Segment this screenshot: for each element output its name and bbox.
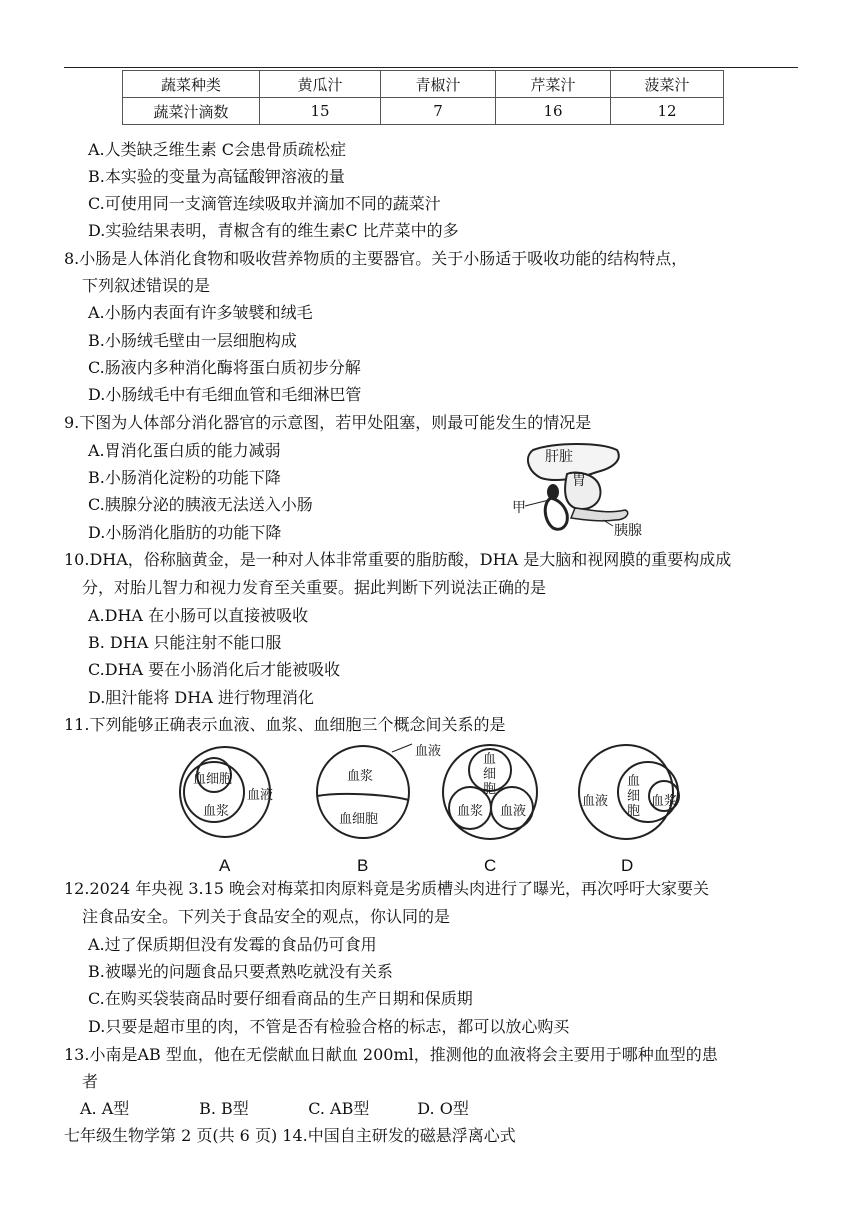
q10-stem: 10.DHA，俗称脑黄金，是一种对人体非常重要的脂肪酸，DHA 是大脑和视网膜的重要构成成 — [64, 550, 732, 569]
q8-option-a: A.小肠内表面有许多皱襞和绒毛 — [88, 303, 313, 322]
page-footer: 七年级生物学第 2 页(共 6 页) 14.中国自主研发的磁悬浮离心式 — [64, 1126, 516, 1145]
d-cell-label-2: 细 — [627, 789, 641, 804]
q10-option-c: C.DHA 要在小肠消化后才能被吸收 — [88, 660, 341, 679]
a-blood-label: 血液 — [247, 788, 274, 803]
q13-stem: 13.小南是AB 型血，他在无偿献血日献血 200ml，推测他的血液将会主要用于哪种血型的患 — [64, 1045, 718, 1064]
pancreas-shape — [571, 508, 628, 521]
q13-option-b: B. B型 — [199, 1099, 249, 1118]
table-cell: 16 — [496, 98, 611, 125]
b-blood-label: 血液 — [415, 744, 442, 759]
q9-stem: 9.下图为人体部分消化器官的示意图，若甲处阻塞，则最可能发生的情况是 — [64, 413, 592, 432]
q7-option-b: B.本实验的变量为高锰酸钾溶液的量 — [88, 167, 345, 186]
q12-option-c: C.在购买袋装商品时要仔细看商品的生产日期和保质期 — [88, 989, 473, 1008]
q9-option-a: A.胃消化蛋白质的能力减弱 — [88, 441, 281, 460]
q9-option-d: D.小肠消化脂肪的功能下降 — [88, 523, 282, 542]
a-plasma-label: 血浆 — [203, 804, 230, 819]
c-cell-label-1: 血 — [483, 752, 497, 767]
q12-option-b: B.被曝光的问题食品只要煮熟吃就没有关系 — [88, 962, 393, 981]
figure-letter-d: D — [621, 856, 634, 875]
q13-option-c: C. AB型 — [308, 1099, 370, 1118]
q8-stem: 8.小肠是人体消化食物和吸收营养物质的主要器官。关于小肠适于吸收功能的结构特点， — [64, 249, 688, 268]
c-cell-label-2: 细 — [483, 767, 497, 782]
pancreas-label: 胰腺 — [614, 523, 642, 539]
duodenum-shape — [545, 498, 567, 529]
q11-stem: 11.下列能够正确表示血液、血浆、血细胞三个概念间关系的是 — [64, 715, 506, 734]
d-plasma-label: 血浆 — [651, 794, 678, 809]
gallbladder-shape — [547, 484, 559, 500]
table-cell: 黄瓜汁 — [260, 71, 381, 98]
q12-stem: 12.2024 年央视 3.15 晚会对梅菜扣肉原料竟是劣质槽头肉进行了曝光，再次呼吁大家要关 — [64, 879, 710, 898]
table-cell: 15 — [260, 98, 381, 125]
q10-option-d: D.胆汁能将 DHA 进行物理消化 — [88, 688, 314, 707]
jia-label: 甲 — [512, 500, 526, 516]
q12-option-a: A.过了保质期但没有发霉的食品仍可食用 — [88, 935, 377, 954]
q10-option-a: A.DHA 在小肠可以直接被吸收 — [88, 606, 309, 625]
q10-option-b: B. DHA 只能注射不能口服 — [88, 633, 282, 652]
q13-option-d: D. O型 — [417, 1099, 469, 1118]
table-cell: 7 — [381, 98, 496, 125]
q7-option-d: D.实验结果表明，青椒含有的维生素C 比芹菜中的多 — [88, 221, 459, 240]
liver-label: 肝脏 — [545, 449, 573, 465]
table-cell: 芹菜汁 — [496, 71, 611, 98]
table-header-row — [123, 71, 724, 98]
q8-stem-cont: 下列叙述错误的是 — [82, 276, 211, 295]
table-cell: 12 — [611, 98, 724, 125]
figure-letter-b: B — [357, 856, 369, 875]
q13-option-a: A. A型 — [80, 1099, 130, 1118]
table-row — [123, 98, 724, 125]
b-cell-label: 血细胞 — [339, 812, 379, 827]
q8-option-c: C.肠液内多种消化酶将蛋白质初步分解 — [88, 358, 361, 377]
vegetable-juice-table — [122, 70, 724, 125]
table-cell: 菠菜汁 — [611, 71, 724, 98]
q9-option-b: B.小肠消化淀粉的功能下降 — [88, 468, 281, 487]
figure-letter-a: A — [219, 856, 231, 875]
b-pointer — [392, 744, 412, 752]
q12-stem-cont: 注食品安全。下列关于食品安全的观点，你认同的是 — [82, 907, 451, 926]
q7-option-a: A.人类缺乏维生素 C会患骨质疏松症 — [88, 140, 346, 159]
b-divider — [317, 794, 409, 800]
table-cell: 青椒汁 — [381, 71, 496, 98]
b-plasma-label: 血浆 — [347, 769, 374, 784]
top-rule — [64, 67, 798, 68]
c-cell-label-3: 胞 — [483, 782, 497, 797]
d-cell-label-3: 胞 — [627, 804, 641, 819]
d-cell-label-1: 血 — [627, 774, 641, 789]
q9-option-c: C.胰腺分泌的胰液无法送入小肠 — [88, 495, 313, 514]
q13-options — [80, 1098, 469, 1120]
table-cell: 蔬菜种类 — [123, 71, 260, 98]
q8-option-d: D.小肠绒毛中有毛细血管和毛细淋巴管 — [88, 385, 362, 404]
c-plasma-label: 血浆 — [457, 804, 484, 819]
a-cell-label: 血细胞 — [193, 772, 233, 787]
q13-stem-cont: 者 — [82, 1072, 99, 1091]
table-cell: 蔬菜汁滴数 — [123, 98, 260, 125]
d-blood-label: 血液 — [582, 794, 609, 809]
figure-letter-c: C — [484, 856, 497, 875]
q10-stem-cont: 分，对胎儿智力和视力发育至关重要。据此判断下列说法正确的是 — [82, 578, 547, 597]
q7-option-c: C.可使用同一支滴管连续吸取并滴加不同的蔬菜汁 — [88, 194, 441, 213]
c-blood-label: 血液 — [500, 804, 527, 819]
q8-option-b: B.小肠绒毛壁由一层细胞构成 — [88, 331, 297, 350]
stomach-label: 胃 — [572, 473, 586, 489]
q12-option-d: D.只要是超市里的肉，不管是否有检验合格的标志，都可以放心购买 — [88, 1017, 570, 1036]
